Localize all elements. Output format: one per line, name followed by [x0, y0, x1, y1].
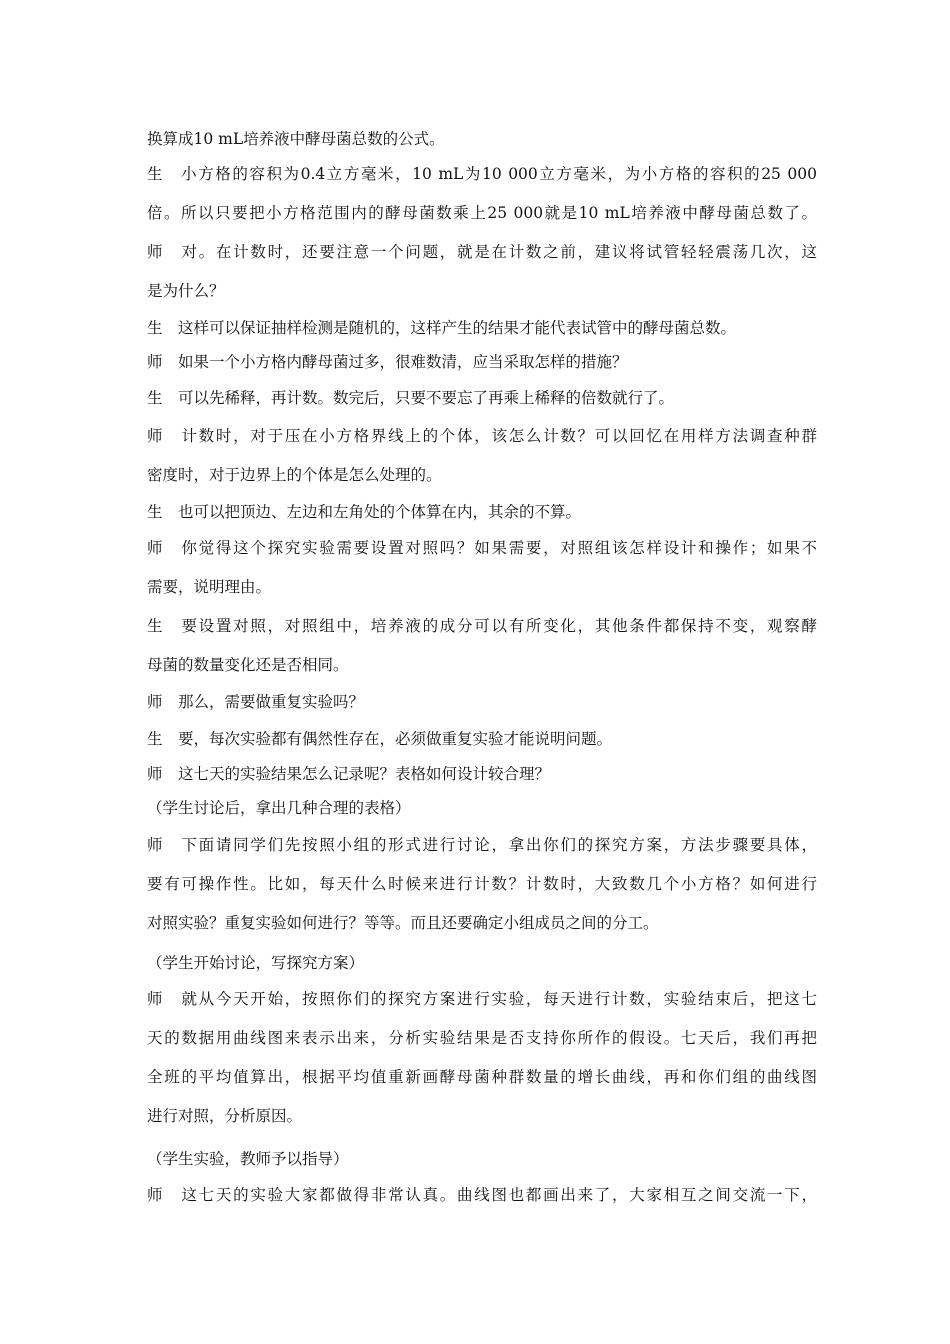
text-line: 是为什么？ [147, 282, 225, 300]
text-line: 师 这七天的实验结果怎么记录呢？表格如何设计较合理？ [147, 765, 551, 783]
text-line: 生 可以先稀释，再计数。数完后，只要不要忘了再乘上稀释的倍数就行了。 [147, 389, 675, 407]
text-line: 进行对照，分析原因。 [147, 1107, 303, 1125]
text-line: （学生实验，教师予以指导） [147, 1150, 349, 1168]
text-line: 师 下面请同学们先按照小组的形式进行讨论，拿出你们的探究方案，方法步骤要具体， [147, 836, 817, 854]
text-line: （学生讨论后，拿出几种合理的表格） [147, 799, 411, 817]
text-line: 全班的平均值算出，根据平均值重新画酵母菌种群数量的增长曲线，再和你们组的曲线图 [147, 1068, 817, 1086]
text-line: 需要，说明理由。 [147, 578, 272, 596]
text-line: 换算成10 mL培养液中酵母菌总数的公式。 [147, 130, 445, 148]
text-line: 生 要，每次实验都有偶然性存在，必须做重复实验才能说明问题。 [147, 730, 613, 748]
text-line: 要有可操作性。比如，每天什么时候来进行计数？计数时，大致数几个小方格？如何进行 [147, 875, 817, 893]
text-line: （学生开始讨论，写探究方案） [147, 954, 365, 972]
text-line: 师 这七天的实验大家都做得非常认真。曲线图也都画出来了，大家相互之间交流一下， [147, 1186, 817, 1204]
text-line: 师 计数时，对于压在小方格界线上的个体，该怎么计数？可以回忆在用样方法调查种群 [147, 427, 817, 445]
text-line: 倍。所以只要把小方格范围内的酵母菌数乘上25 000就是10 mL培养液中酵母菌总数了。 [147, 204, 817, 222]
text-line: 生 这样可以保证抽样检测是随机的，这样产生的结果才能代表试管中的酵母菌总数。 [147, 319, 737, 337]
text-line: 对照实验？重复实验如何进行？等等。而且还要确定小组成员之间的分工。 [147, 914, 659, 932]
text-line: 师 你觉得这个探究实验需要设置对照吗？如果需要，对照组该怎样设计和操作；如果不 [147, 539, 817, 557]
text-line: 师 那么，需要做重复实验吗？ [147, 693, 365, 711]
text-line: 生 小方格的容积为0.4立方毫米，10 mL为10 000立方毫米，为小方格的容积的25 000 [147, 165, 817, 183]
text-line: 生 也可以把顶边、左边和左角处的个体算在内，其余的不算。 [147, 503, 582, 521]
text-line: 师 就从今天开始，按照你们的探究方案进行实验，每天进行计数，实验结束后，把这七 [147, 990, 817, 1008]
text-line: 天的数据用曲线图来表示出来，分析实验结果是否支持你所作的假设。七天后，我们再把 [147, 1029, 817, 1047]
text-line: 生 要设置对照，对照组中，培养液的成分可以有所变化，其他条件都保持不变，观察酵 [147, 617, 817, 635]
text-line: 密度时，对于边界上的个体是怎么处理的。 [147, 466, 442, 484]
text-line: 母菌的数量变化还是否相同。 [147, 656, 349, 674]
text-line: 师 对。在计数时，还要注意一个问题，就是在计数之前，建议将试管轻轻震荡几次，这 [147, 243, 817, 261]
text-line: 师 如果一个小方格内酵母菌过多，很难数清，应当采取怎样的措施？ [147, 353, 628, 371]
